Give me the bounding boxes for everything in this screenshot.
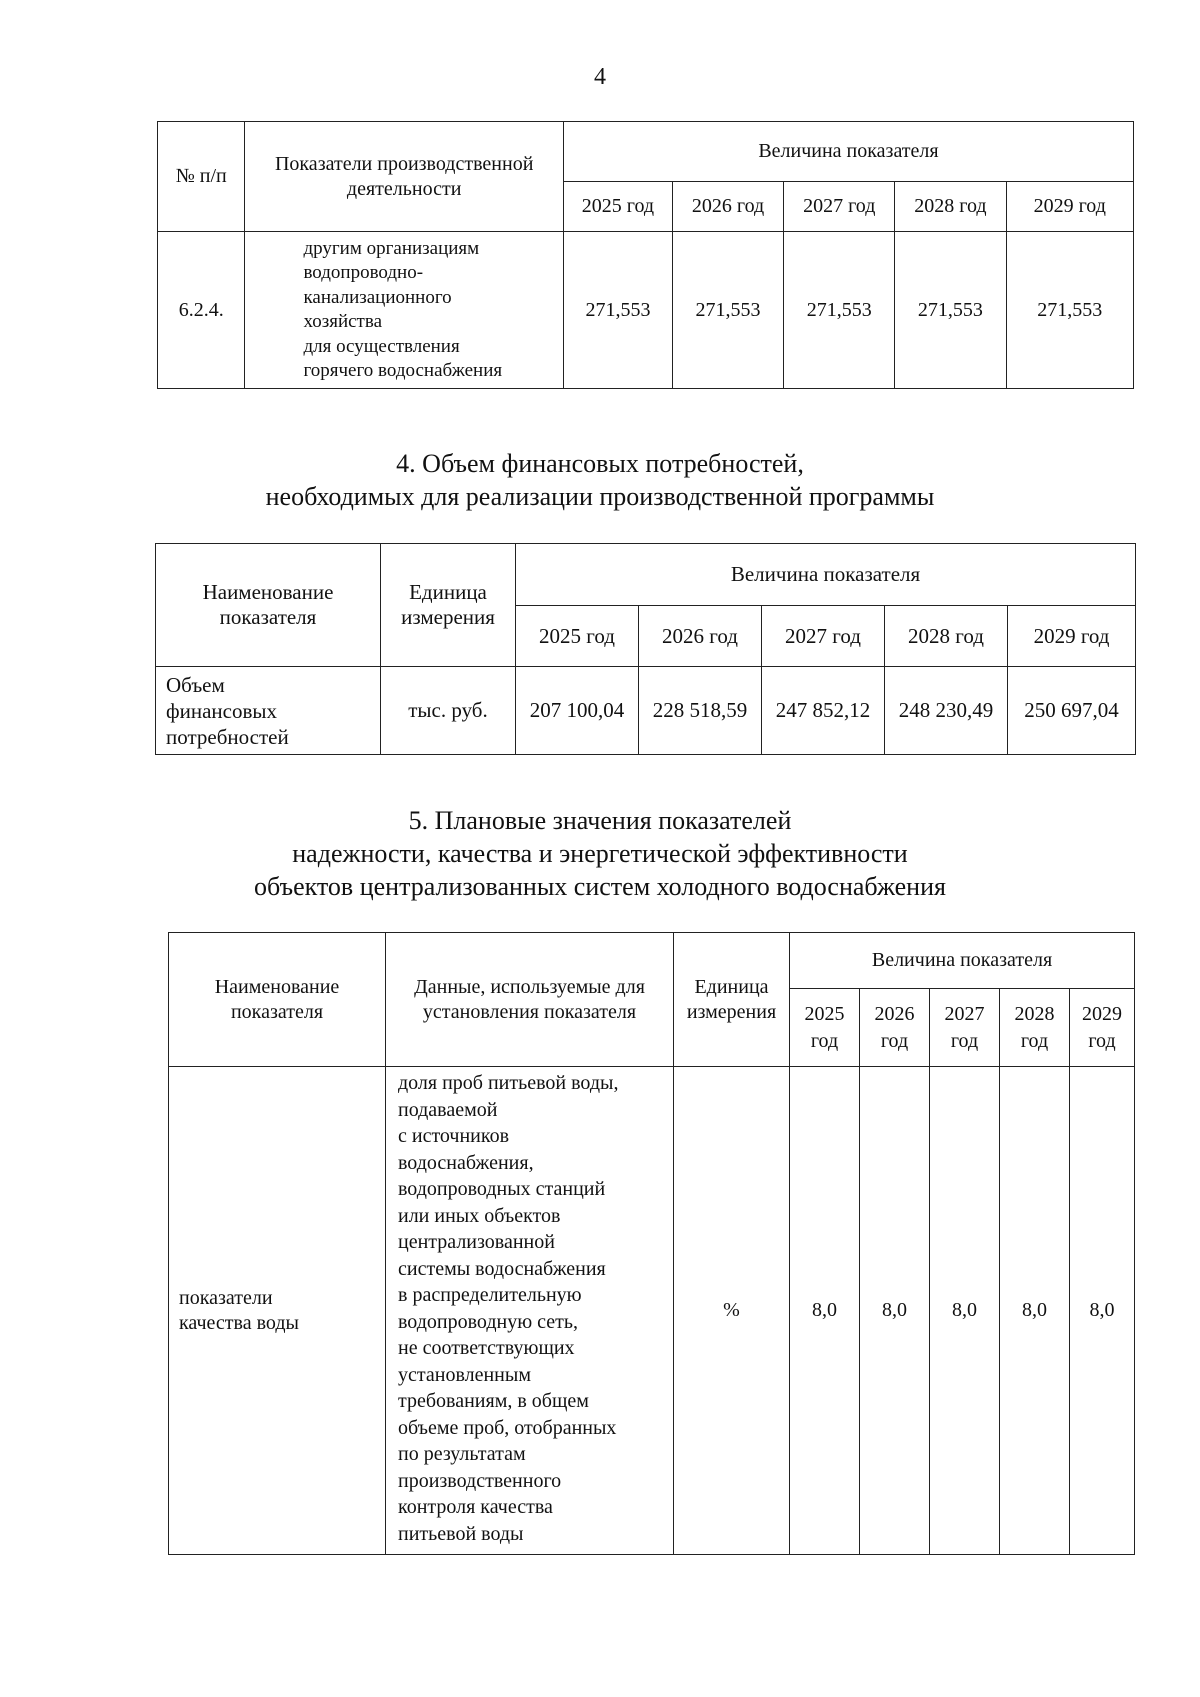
year-header bbox=[790, 989, 860, 1067]
year-number: 2026 bbox=[874, 1003, 915, 1025]
row-number: 6.2.4. bbox=[158, 232, 245, 389]
data-line: не соответствующих bbox=[398, 1337, 575, 1359]
data-line: подаваемой bbox=[398, 1098, 498, 1121]
year-header: 2028 год bbox=[885, 606, 1008, 667]
year-number: 2027 bbox=[944, 1003, 985, 1025]
value-cell: 247 852,12 bbox=[762, 667, 885, 755]
year-header: 2026 год bbox=[672, 182, 783, 232]
column-header-indicator: Показатели производственной деятельности bbox=[245, 122, 563, 232]
section-title-line: объектов централизованных систем холодного водоснабжения bbox=[254, 872, 946, 901]
data-line: или иных объектов bbox=[398, 1204, 561, 1227]
data-line: контроля качества bbox=[398, 1496, 553, 1518]
row-name-line: финансовых bbox=[166, 698, 277, 723]
column-header-unit: Единица измерения bbox=[674, 933, 790, 1067]
data-line: централизованной bbox=[398, 1231, 555, 1253]
value-cell: 250 697,04 bbox=[1008, 667, 1136, 755]
year-suffix: год bbox=[1088, 1029, 1116, 1052]
data-line: производственного bbox=[398, 1469, 562, 1492]
data-line: доля проб питьевой воды, bbox=[398, 1072, 619, 1094]
data-line: по результатам bbox=[398, 1443, 526, 1465]
year-header: 2025 год bbox=[563, 182, 672, 232]
year-suffix: год bbox=[950, 1029, 979, 1052]
data-line: системы водоснабжения bbox=[398, 1257, 606, 1280]
year-header bbox=[860, 989, 930, 1067]
row-name-line: горячего водоснабжения bbox=[303, 360, 503, 381]
table-row bbox=[158, 232, 1134, 389]
value-cell: 271,553 bbox=[672, 232, 783, 389]
section-title-line: 4. Объем финансовых потребностей, bbox=[396, 449, 804, 478]
year-number: 2025 bbox=[804, 1003, 845, 1025]
value-cell: 271,553 bbox=[563, 232, 672, 389]
row-name-line: показатели bbox=[179, 1286, 273, 1309]
section-title-line: надежности, качества и энергетической эффективности bbox=[292, 839, 908, 868]
year-header: 2029 год bbox=[1006, 182, 1133, 232]
column-header-value: Величина показателя bbox=[516, 544, 1136, 606]
value-cell: 271,553 bbox=[784, 232, 895, 389]
row-name-line: водопроводно- bbox=[303, 262, 424, 283]
row-name bbox=[245, 232, 563, 389]
unit-cell: тыс. руб. bbox=[381, 667, 516, 755]
data-line: установленным bbox=[398, 1363, 531, 1386]
year-suffix: год bbox=[810, 1029, 839, 1052]
year-number: 2028 bbox=[1014, 1003, 1055, 1025]
column-header-value: Величина показателя bbox=[563, 122, 1133, 182]
value-cell: 248 230,49 bbox=[885, 667, 1008, 755]
value-cell: 207 100,04 bbox=[516, 667, 639, 755]
row-name-line: качества воды bbox=[179, 1311, 299, 1334]
data-line: водоснабжения, bbox=[398, 1151, 534, 1174]
year-header: 2026 год bbox=[639, 606, 762, 667]
year-header: 2028 год bbox=[895, 182, 1006, 232]
column-header-value: Величина показателя bbox=[790, 933, 1135, 989]
financial-needs-table bbox=[155, 543, 1136, 755]
value-cell: 8,0 bbox=[1000, 1067, 1070, 1555]
row-data-description bbox=[386, 1067, 674, 1555]
value-cell: 271,553 bbox=[1006, 232, 1133, 389]
year-number: 2029 bbox=[1082, 1003, 1122, 1025]
data-line: водопроводных станций bbox=[398, 1178, 606, 1200]
year-suffix: год bbox=[880, 1029, 909, 1052]
value-cell: 228 518,59 bbox=[639, 667, 762, 755]
row-name-line: другим организациям bbox=[303, 237, 480, 259]
year-header bbox=[930, 989, 1000, 1067]
column-header-name: Наименование показателя bbox=[156, 544, 381, 667]
value-cell: 271,553 bbox=[895, 232, 1006, 389]
table-row bbox=[156, 667, 1136, 755]
table-row bbox=[169, 1067, 1135, 1555]
row-name-line: для осуществления bbox=[303, 335, 460, 357]
year-header: 2027 год bbox=[762, 606, 885, 667]
row-name-line: Объем bbox=[166, 672, 225, 697]
value-cell: 8,0 bbox=[1070, 1067, 1135, 1555]
year-header: 2025 год bbox=[516, 606, 639, 667]
section-5-title bbox=[0, 804, 1200, 903]
production-indicators-table bbox=[157, 121, 1134, 389]
data-line: требованиям, в общем bbox=[398, 1390, 589, 1412]
year-suffix: год bbox=[1020, 1029, 1049, 1052]
column-header-name: Наименование показателя bbox=[169, 933, 386, 1067]
row-name-line: хозяйства bbox=[303, 311, 383, 332]
data-line: с источников bbox=[398, 1125, 510, 1147]
row-name-line: потребностей bbox=[166, 724, 289, 749]
year-header: 2027 год bbox=[784, 182, 895, 232]
page-number: 4 bbox=[594, 64, 606, 90]
column-header-number: № п/п bbox=[158, 122, 245, 232]
data-line: в распределительную bbox=[398, 1284, 582, 1306]
data-line: водопроводную сеть, bbox=[398, 1310, 579, 1333]
unit-cell: % bbox=[674, 1067, 790, 1555]
data-line: питьевой воды bbox=[398, 1522, 524, 1545]
year-header bbox=[1000, 989, 1070, 1067]
row-name bbox=[169, 1067, 386, 1555]
column-header-data: Данные, используемые для установления показателя bbox=[386, 933, 674, 1067]
row-name-line: канализационного bbox=[303, 286, 452, 308]
section-title-line: 5. Плановые значения показателей bbox=[408, 806, 792, 835]
year-header: 2029 год bbox=[1008, 606, 1136, 667]
section-4-title bbox=[0, 447, 1200, 513]
row-name bbox=[156, 667, 381, 755]
section-title-line: необходимых для реализации производственной программы bbox=[265, 482, 935, 511]
year-header bbox=[1070, 989, 1135, 1067]
value-cell: 8,0 bbox=[930, 1067, 1000, 1555]
water-quality-indicators-table bbox=[168, 932, 1135, 1555]
column-header-unit: Единица измерения bbox=[381, 544, 516, 667]
value-cell: 8,0 bbox=[860, 1067, 930, 1555]
value-cell: 8,0 bbox=[790, 1067, 860, 1555]
data-line: объеме проб, отобранных bbox=[398, 1416, 617, 1439]
